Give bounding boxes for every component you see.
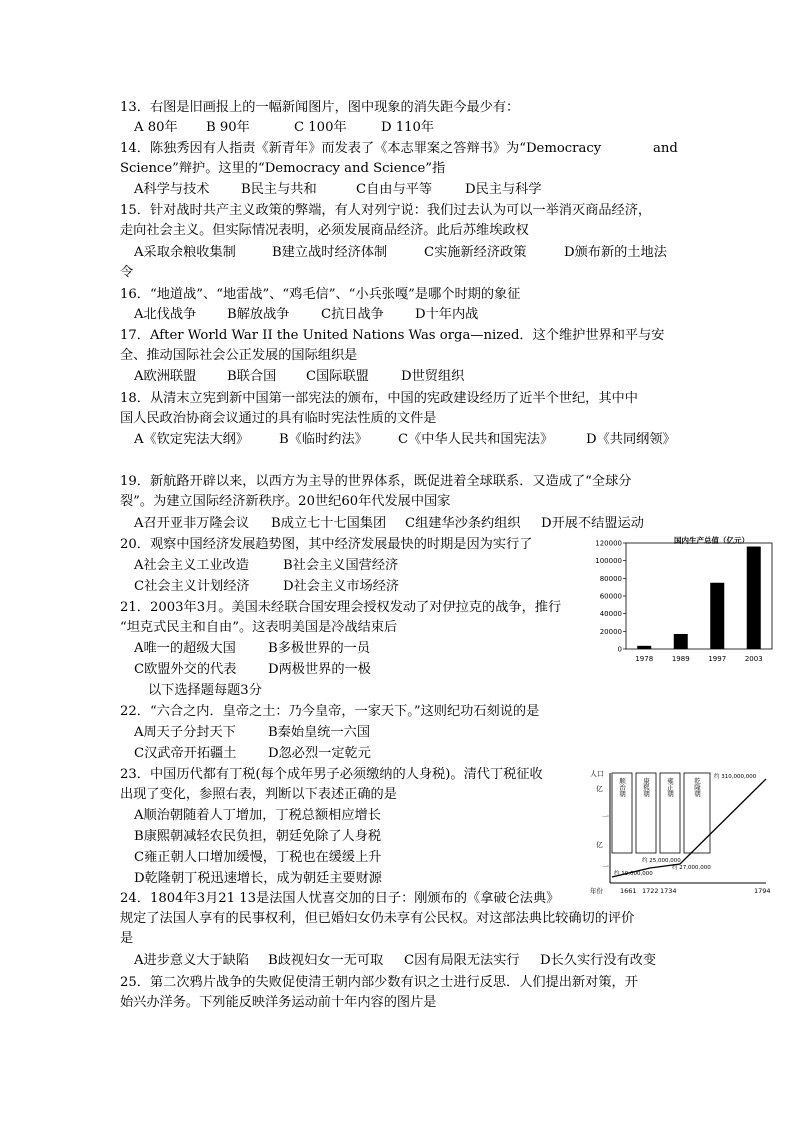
gdp-ytick-label: 40000 xyxy=(599,610,622,619)
pop-chart-xlabel: 年份 xyxy=(590,887,603,895)
q14-option-a[interactable]: A科学与技术 xyxy=(134,182,210,197)
q21-option-c[interactable]: C欧盟外交的代表 xyxy=(134,662,237,677)
gdp-chart-title: 国内生产总值（亿元） xyxy=(674,536,749,545)
q16-stem: 16．“地道战”、“地雷战”、“鸡毛信”、“小兵张嘎”是哪个时期的象征 xyxy=(120,287,521,302)
pop-annotation-3: 约 27,000,000 xyxy=(672,865,711,871)
section-note: 以下选择题每题3分 xyxy=(148,683,262,698)
q24-option-d[interactable]: D长久实行没有改变 xyxy=(540,953,657,968)
q24-option-a[interactable]: A进步意义大于缺陷 xyxy=(134,953,250,968)
q17-option-b[interactable]: B联合国 xyxy=(227,369,277,384)
q18-option-b[interactable]: B《临时约法》 xyxy=(279,432,368,447)
gdp-bar-1978 xyxy=(637,646,651,649)
gdp-ytick-label: 80000 xyxy=(599,574,622,583)
gdp-ytick-label: 0 xyxy=(617,645,622,654)
q19-option-b[interactable]: B成立七十七国集团 xyxy=(271,516,387,531)
q14-stem-line1: 14．陈独秀因有人指责《新青年》而发表了《本志罪案之答辩书》为“Democracy xyxy=(120,141,602,156)
q19-option-d[interactable]: D开展不结盟运动 xyxy=(541,516,644,531)
population-line-chart xyxy=(590,765,786,897)
q15-option-a[interactable]: A采取余粮收集制 xyxy=(134,245,236,260)
q19-option-a[interactable]: A召开亚非万隆会议 xyxy=(134,516,250,531)
gdp-ytick-label: 20000 xyxy=(599,627,622,636)
gdp-xtick-2003: 2003 xyxy=(744,655,763,663)
gdp-bar-chart xyxy=(586,534,782,672)
q13-option-d[interactable]: D 110年 xyxy=(381,120,435,135)
gdp-ytick-label: 100000 xyxy=(595,557,622,566)
q22-option-a[interactable]: A周天子分封天下 xyxy=(134,725,236,740)
pop-xtick-1734: 1734 xyxy=(660,887,677,895)
gdp-ytick-label: 60000 xyxy=(599,592,622,601)
q19-stem-line2: 裂”。为建立国际经济新秩序。20世纪60年代发展中国家 xyxy=(120,494,451,509)
q20-option-b[interactable]: B社会主义国营经济 xyxy=(283,558,399,573)
q21-option-b[interactable]: B多极世界的一员 xyxy=(268,641,371,656)
pop-period-label-1: 顺治朝 xyxy=(618,777,626,797)
gdp-xtick-1978: 1978 xyxy=(635,655,654,663)
q14-stem-line1-end: and xyxy=(653,141,678,156)
q13-option-a[interactable]: A 80年 xyxy=(134,120,178,135)
q21-option-a[interactable]: A唯一的超级大国 xyxy=(134,641,236,656)
q24-stem-line1: 24．1804年3月21 13是法国人忧喜交加的日子：刚颁布的《拿破仑法典》 xyxy=(120,891,560,906)
q13-option-c[interactable]: C 100年 xyxy=(294,120,347,135)
q20-option-a[interactable]: A社会主义工业改造 xyxy=(134,558,250,573)
q16-option-c[interactable]: C抗日战争 xyxy=(321,307,384,322)
q20-stem: 20．观察中国经济发展趋势图，其中经济发展最快的时期是因为实行了 xyxy=(120,537,533,552)
q15-option-d[interactable]: D颁布新的土地法 xyxy=(564,245,667,260)
q24-stem-line3: 是 xyxy=(120,931,134,946)
pop-chart-ytick-2: 一 xyxy=(602,813,609,821)
q18-option-c[interactable]: C《中华人民共和国宪法》 xyxy=(398,432,554,447)
q17-option-a[interactable]: A欧洲联盟 xyxy=(134,369,197,384)
q16-option-b[interactable]: B解放战争 xyxy=(227,307,290,322)
q13-stem: 13．右图是旧画报上的一幅新闻图片，图中现象的消失距今最少有： xyxy=(120,100,520,115)
q22-stem: 22．“六合之内．皇帝之土：乃今皇帝，一家天下。”这则纪功石刻说的是 xyxy=(120,704,540,719)
q23-option-d[interactable]: D乾隆朝丁税迅速增长，成为朝廷主要财源 xyxy=(134,871,382,886)
pop-chart-ytick-1: 亿 xyxy=(596,785,603,793)
q14-stem-line2: Science”辩护。这里的“Democracy and Science”指 xyxy=(120,161,446,176)
q21-stem-line1: 21．2003年3月。美国未经联合国安理会授权发动了对伊拉克的战争，推行 xyxy=(120,600,562,615)
q14-option-b[interactable]: B民主与共和 xyxy=(241,182,317,197)
q23-option-a[interactable]: A顺治朝随着人丁增加，丁税总额相应增长 xyxy=(134,808,381,823)
q23-option-b[interactable]: B康熙朝减轻农民负担，朝廷免除了人身税 xyxy=(134,829,382,844)
q19-option-c[interactable]: C组建华沙条约组织 xyxy=(405,516,521,531)
q24-option-c[interactable]: C因有局限无法实行 xyxy=(404,953,520,968)
q16-option-d[interactable]: D十年内战 xyxy=(415,307,479,322)
q23-stem-line2: 出现了变化，参照右表，判断以下表述正确的是 xyxy=(120,787,397,802)
q25-stem-line1: 25．第二次鸦片战争的失败促使清王朝内部少数有识之士进行反思．人们提出新对策，开 xyxy=(120,975,638,990)
pop-chart-ytick-4: 一 xyxy=(602,863,609,871)
q17-stem-line2: 全、推动国际社会公正发展的国际组织是 xyxy=(120,348,358,363)
q23-stem-line1: 23．中国历代都有丁税(每个成年男子必须缴纳的人身税)。清代丁税征收 xyxy=(120,767,543,782)
q18-stem-line2: 国人民政治协商会议通过的具有临时宪法性质的文件是 xyxy=(120,411,437,426)
q15-option-d-wrap: 令 xyxy=(120,265,134,280)
pop-period-label-2: 康熙朝 xyxy=(642,777,650,797)
q23-option-c[interactable]: C雍正朝人口增加缓慢，丁税也在缓缓上升 xyxy=(134,850,382,865)
pop-annotation-2: 约 25,000,000 xyxy=(642,858,681,864)
q18-option-d[interactable]: D《共同纲领》 xyxy=(586,432,676,447)
q13-option-b[interactable]: B 90年 xyxy=(206,120,250,135)
q21-option-d[interactable]: D两极世界的一极 xyxy=(268,662,371,677)
q14-option-c[interactable]: C自由与平等 xyxy=(356,182,433,197)
q24-stem-line2: 规定了法国人享有的民事权利，但已婚妇女仍未享有公民权。对这部法典比较确切的评价 xyxy=(120,911,635,926)
q18-option-a[interactable]: A《钦定宪法大纲》 xyxy=(134,432,250,447)
gdp-bar-1989 xyxy=(674,634,688,649)
gdp-bar-2003 xyxy=(747,547,761,649)
q17-option-d[interactable]: D世贸组织 xyxy=(401,369,465,384)
gdp-xtick-1989: 1989 xyxy=(671,655,690,663)
pop-annotation-4: 约 310,000,000 xyxy=(714,774,757,780)
q20-option-c[interactable]: C社会主义计划经济 xyxy=(134,579,250,594)
pop-annotation-1: 约 19,000,000 xyxy=(614,871,653,877)
pop-chart-ylabel: 人口 xyxy=(590,770,604,778)
q20-option-d[interactable]: D社会主义市场经济 xyxy=(283,579,400,594)
pop-period-label-4: 乾隆朝 xyxy=(693,777,701,797)
q17-option-c[interactable]: C国际联盟 xyxy=(306,369,369,384)
q15-option-b[interactable]: B建立战时经济体制 xyxy=(272,245,388,260)
pop-xtick-1794: 1794 xyxy=(754,887,771,895)
pop-chart-ytick-3: 亿 xyxy=(596,841,603,849)
q15-stem-line1: 15．针对战时共产主义政策的弊端，有人对列宁说：我们过去认为可以一举消灭商品经济， xyxy=(120,203,652,218)
q18-stem-line1: 18．从清末立宪到新中国第一部宪法的颁布，中国的宪政建设经历了近半个世纪，其中中 xyxy=(120,391,638,406)
q17-stem-line1: 17．After World War II the United Nations Was orga—nized．这个维护世界和平与安 xyxy=(120,328,665,343)
q24-option-b[interactable]: B歧视妇女一无可取 xyxy=(268,953,384,968)
q21-stem-line2: “坦克式民主和自由”。这表明美国是冷战结束后 xyxy=(120,620,398,635)
gdp-xtick-1997: 1997 xyxy=(708,655,727,663)
q25-stem-line2: 始兴办洋务。下列能反映洋务运动前十年内容的图片是 xyxy=(120,995,437,1010)
q16-option-a[interactable]: A北伐战争 xyxy=(134,307,197,322)
q19-stem-line1: 19．新航路开辟以来，以西方为主导的世界体系，既促进着全球联系．又造成了“全球分 xyxy=(120,474,632,489)
q22-option-d[interactable]: D忽必烈一定乾元 xyxy=(268,746,371,761)
q22-option-c[interactable]: C汉武帝开拓疆土 xyxy=(134,746,237,761)
q15-option-c[interactable]: C实施新经济政策 xyxy=(424,245,527,260)
q15-stem-line2: 走向社会主义。但实际情况表明，必须发展商品经济。此后苏维埃政权 xyxy=(120,223,529,238)
gdp-bar-1997 xyxy=(710,583,724,649)
pop-xtick-1661: 1661 xyxy=(620,887,637,895)
gdp-ytick-label: 120000 xyxy=(595,539,622,548)
pop-xtick-1722: 1722 xyxy=(642,887,659,895)
q14-option-d[interactable]: D民主与科学 xyxy=(465,182,542,197)
pop-period-label-3: 雍正朝 xyxy=(666,777,674,797)
q22-option-b[interactable]: B秦始皇统一六国 xyxy=(268,725,371,740)
